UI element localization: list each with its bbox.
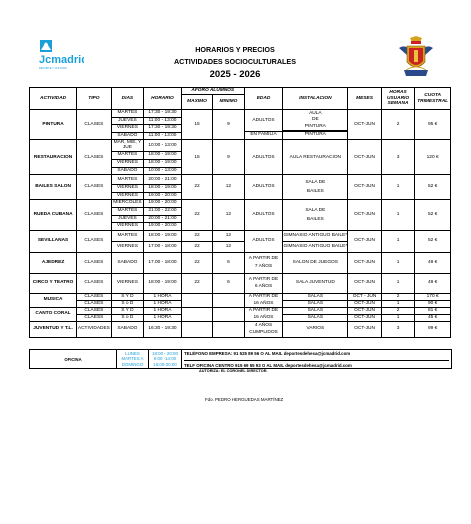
- day-item: VIERNES: [112, 125, 143, 133]
- table-row-bailes-salon: [30, 175, 451, 200]
- table-row-sevillanas: [30, 230, 451, 241]
- age-range: [244, 293, 283, 307]
- header-row: [30, 88, 451, 95]
- facility-item: SALA DE: [305, 180, 326, 186]
- table-row-rueda-cubana: [30, 200, 451, 230]
- facility: GIMNASIO ANTIGUO BAILE*: [283, 230, 348, 241]
- hour-item: 18:00 - 19:00: [144, 160, 181, 168]
- capacity-min: 12: [213, 200, 244, 230]
- activity-type: CLASES: [77, 175, 112, 200]
- facility: SALAS: [283, 307, 348, 314]
- activity-hours: 16:30 - 19:30: [144, 321, 182, 337]
- hour-item: 10:00 - 13:00: [144, 140, 181, 152]
- age-range: ADULTOS: [244, 230, 283, 252]
- col-meses-header: MESES: [348, 88, 382, 110]
- activity-type: CLASES: [77, 230, 112, 252]
- jcmadrid-logo-icon: [36, 38, 84, 74]
- hour-item: 19:00 - 20:00: [144, 200, 181, 208]
- hour-item: 19:00 - 20:00: [148, 192, 177, 198]
- age-item: 4 AÑOS: [254, 323, 273, 329]
- months: OCT - JUN: [348, 293, 382, 300]
- activity-hours: 18:00 - 19:00: [144, 230, 182, 241]
- facility: SALON DE JUEGOS: [283, 252, 348, 273]
- capacity-max: 22: [181, 175, 212, 200]
- quarterly-fee: 95 €: [415, 110, 451, 140]
- activity-type: CLASES: [77, 300, 112, 307]
- months: OCT-JUN: [348, 314, 382, 321]
- age-range: [244, 321, 283, 337]
- age-item: 16 AÑOS: [253, 314, 274, 320]
- activity-days: SABADO: [111, 252, 143, 273]
- capacity-max: [181, 321, 212, 337]
- coat-of-arms-icon: [396, 36, 436, 80]
- age-item: A PARTIR DE: [248, 294, 279, 300]
- months: OCT-JUN: [348, 200, 382, 230]
- activity-name: SEVILLANAS: [30, 230, 77, 252]
- capacity-min: [213, 293, 244, 307]
- activity-hours: 1 HORA: [144, 300, 182, 307]
- col-aforo-header: AFORO ALUMNOS: [181, 88, 244, 95]
- activity-days: SABADO: [111, 321, 143, 337]
- activity-type: CLASES: [77, 273, 112, 293]
- office-hour-item: 16:00-20:00: [153, 361, 177, 367]
- activity-days: MARTES: [111, 230, 143, 241]
- months: OCT-JUN: [348, 230, 382, 252]
- facility-item: DE: [312, 117, 319, 123]
- quarterly-fee: 81 €: [415, 307, 451, 314]
- day-item: MAR, MIE, Y JUE: [113, 140, 142, 151]
- capacity-min: 6: [213, 252, 244, 273]
- age-item: A PARTIR DE: [248, 308, 279, 314]
- table-row-pintura: [30, 110, 451, 140]
- age-range: ADULTOS: [244, 140, 283, 175]
- months: OCT-JUN: [348, 110, 382, 140]
- activity-days: [111, 200, 143, 230]
- table-row-circo-teatro: [30, 273, 451, 293]
- weekly-hours: 2: [381, 293, 415, 300]
- capacity-min: 9: [213, 110, 244, 140]
- facility-item: SALA DE: [305, 208, 326, 214]
- weekly-hours: 1: [381, 200, 415, 230]
- age-item: ADULTOS: [245, 111, 283, 132]
- capacity-max: [181, 293, 212, 307]
- day-item: JUEVES: [112, 216, 143, 224]
- facility: [283, 200, 348, 230]
- months: OCT-JUN: [348, 300, 382, 307]
- capacity-max: [181, 307, 212, 321]
- capacity-min: [213, 321, 244, 337]
- hour-item: 19:00 - 20:00: [148, 223, 177, 229]
- title-line-2: ACTIVIDADES SOCIOCULTURALES: [173, 57, 297, 66]
- facility: SALAS: [283, 293, 348, 300]
- facility-item: BAILES: [306, 188, 324, 194]
- activity-days: S o D: [111, 314, 143, 321]
- office-row: [30, 350, 452, 369]
- weekly-hours: 1: [381, 252, 415, 273]
- day-item: MARTES: [112, 208, 143, 216]
- activity-type: CLASES: [77, 307, 112, 314]
- activity-days: S Y D: [111, 307, 143, 314]
- quarterly-fee: 45 €: [415, 314, 451, 321]
- age-item: CUMPLIDOS: [249, 329, 278, 335]
- capacity-max: 22: [181, 230, 212, 241]
- office-days: [117, 350, 149, 369]
- day-item: MARTES: [112, 152, 143, 160]
- activity-name: RESTAURACION: [30, 140, 77, 175]
- jcmadrid-logo: [36, 38, 84, 74]
- day-item: MARTES: [112, 110, 143, 118]
- months: OCT-JUN: [348, 252, 382, 273]
- facility-item: AULA: [309, 110, 322, 116]
- activity-name: CIRCO Y TEATRO: [30, 273, 77, 293]
- col-cuota-header: CUOTA TRIMESTRAL: [415, 88, 451, 110]
- months: OCT-JUN: [348, 175, 382, 200]
- months: OCT-JUN: [348, 307, 382, 314]
- weekly-hours: 1: [381, 230, 415, 252]
- day-item: VIERNES: [112, 160, 143, 168]
- table-row-canto-coral: [30, 307, 451, 314]
- svg-text:Jcmadrid: Jcmadrid: [39, 54, 84, 66]
- day-item: MIERCOLES: [112, 200, 143, 208]
- activity-name: JUVENTUD Y T.L.: [30, 321, 77, 337]
- activity-hours: [144, 200, 182, 230]
- office-day-item: DOMINGO: [121, 361, 144, 367]
- age-item: EN FAMILIA: [250, 132, 277, 138]
- day-item: SABADO: [117, 167, 138, 173]
- activity-hours: 1 HORA: [144, 314, 182, 321]
- facility-item: PINTURA: [283, 124, 347, 132]
- activity-days: S Y D: [111, 293, 143, 300]
- col-maximo-header: MAXIMO: [181, 95, 212, 110]
- facility: [283, 110, 348, 140]
- table-row-juventud: [30, 321, 451, 337]
- activity-days: [111, 175, 143, 200]
- quarterly-fee: 90 €: [415, 300, 451, 307]
- capacity-max: 15: [181, 140, 212, 175]
- office-info-table: [29, 349, 452, 369]
- activity-type: CLAESS: [77, 314, 112, 321]
- activity-days: VIERNES: [111, 273, 143, 293]
- table-row-ajedrez: [30, 252, 451, 273]
- office-label: OFICINA: [30, 350, 117, 369]
- quarterly-fee: 120 €: [415, 140, 451, 175]
- quarterly-fee: 52 €: [415, 200, 451, 230]
- office-contact: [182, 350, 452, 369]
- authorized-by: AUTORIZA: EL CORONEL DIRECTOR.: [199, 369, 268, 373]
- hour-item: 17:30 - 19:30: [144, 110, 181, 118]
- title-year: 2025 - 2026: [209, 69, 261, 80]
- capacity-min: 12: [213, 230, 244, 241]
- crest-logo: [396, 36, 436, 80]
- activity-hours: 17:00 - 18:00: [144, 241, 182, 252]
- col-tipo-header: TIPO: [77, 88, 112, 110]
- office-hour-item: 9:00 -14:00: [153, 356, 177, 362]
- facility: VARIOS: [283, 321, 348, 337]
- activity-hours: [144, 175, 182, 200]
- quarterly-fee: 170 €: [415, 293, 451, 300]
- capacity-min: 12: [213, 175, 244, 200]
- hour-item: 17:30 - 19:30: [144, 125, 181, 133]
- age-item: 6 AÑOS: [254, 284, 273, 290]
- hour-item: 20:00 - 21:00: [144, 216, 181, 224]
- facility: [283, 175, 348, 200]
- activity-type: CLASES: [77, 200, 112, 230]
- quarterly-fee: 49 €: [415, 273, 451, 293]
- col-horario-header: HORARIO: [144, 88, 182, 110]
- weekly-hours: 1: [381, 175, 415, 200]
- activity-type: CLASES: [77, 293, 112, 300]
- hour-item: 11:00 - 13:00: [144, 118, 181, 126]
- age-range: [244, 307, 283, 321]
- activity-hours: 18:00 - 19:00: [144, 273, 182, 293]
- age-range: ADULTOS: [244, 200, 283, 230]
- schedule-table: [29, 87, 451, 338]
- activity-hours: [144, 140, 182, 175]
- age-range: [244, 110, 283, 140]
- quarterly-fee: 52 €: [415, 230, 451, 252]
- hour-item: 20:00 - 21:00: [144, 175, 181, 185]
- activity-days: [111, 110, 143, 140]
- age-item: A PARTIR DE: [248, 256, 279, 262]
- age-item: A PARTIR DE: [248, 276, 279, 282]
- activity-name: AJEDREZ: [30, 252, 77, 273]
- day-item: VIERNES: [116, 223, 138, 229]
- activity-hours: 17.00 - 18:00: [144, 252, 182, 273]
- company-phone-line: TELÉFONO EMPRESA: 91 525 89 56 O AL MAIL deportesdehesa@jcmadrid.com: [184, 350, 449, 361]
- activity-hours: 1 HORA: [144, 307, 182, 314]
- weekly-hours: 1: [381, 314, 415, 321]
- age-range: ADULTOS: [244, 175, 283, 200]
- capacity-max: 22: [181, 273, 212, 293]
- day-item: JUEVES: [112, 118, 143, 126]
- col-actividad-header: ACTIVIDAD: [30, 88, 77, 110]
- activity-name: MUSICA: [30, 293, 77, 307]
- activity-name: PINTURA: [30, 110, 77, 140]
- col-edad-header: EDAD: [244, 88, 283, 110]
- day-item: VIERNES: [116, 192, 138, 198]
- hour-item: 18:00 - 19:00: [144, 185, 181, 193]
- col-horas-header: HORAS USUARIO SEMANA: [381, 88, 415, 110]
- facility-item: BAILES: [306, 216, 324, 222]
- activity-days: VIERNES: [111, 241, 143, 252]
- weekly-hours: 2: [381, 110, 415, 140]
- facility: GIMNASIO ANTIGUO BAILE*: [283, 241, 348, 252]
- weekly-hours: 1: [381, 273, 415, 293]
- activity-name: BAILES SALON: [30, 175, 77, 200]
- hour-item: 18:00 - 19:00: [144, 152, 181, 160]
- office-day-item: MARTES A: [121, 356, 144, 362]
- activity-days: [111, 140, 143, 175]
- hour-item: 21:00 - 22:00: [144, 208, 181, 216]
- quarterly-fee: 52 €: [415, 175, 451, 200]
- hour-item: 11:00 - 13:00: [148, 132, 177, 138]
- hour-item: 10:00 - 13:00: [148, 167, 177, 173]
- weekly-hours: 1: [381, 300, 415, 307]
- quarterly-fee: 49 €: [415, 252, 451, 273]
- activity-hours: 1 HORA: [144, 293, 182, 300]
- activity-type: CLASES: [77, 252, 112, 273]
- facility: AULA RESTAURACION: [283, 140, 348, 175]
- months: OCT-JUN: [348, 321, 382, 337]
- svg-text:DEPORTE Y CULTURA: DEPORTE Y CULTURA: [39, 67, 67, 70]
- day-item: MARTES: [112, 175, 143, 185]
- activity-type: CLASES: [77, 110, 112, 140]
- activity-name: RUEDA CUBANA: [30, 200, 77, 230]
- capacity-min: 9: [213, 140, 244, 175]
- capacity-min: 6: [213, 273, 244, 293]
- activity-name: CANTO CORAL: [30, 307, 77, 321]
- activity-type: CLASES: [77, 140, 112, 175]
- office-hours: [149, 350, 182, 369]
- age-range: [244, 273, 283, 293]
- capacity-max: 22: [181, 200, 212, 230]
- weekly-hours: 3: [381, 321, 415, 337]
- capacity-min: 12: [213, 241, 244, 252]
- facility-item: PINTURA: [283, 131, 347, 139]
- day-item: VIERNES: [112, 185, 143, 193]
- capacity-max: 22: [181, 252, 212, 273]
- months: OCT-JUN: [348, 140, 382, 175]
- office-hour-item: 18:00 - 20:00: [152, 351, 178, 357]
- col-minimo-header: MINIMO: [213, 95, 244, 110]
- activity-type: ACTIVIDADES: [77, 321, 112, 337]
- office-phone-line: TELF OFICINA CENTRO 915 69 55 93 O AL MAIL deportesdehesa@jcmadrid.com: [184, 363, 352, 368]
- activity-days: S o D: [111, 300, 143, 307]
- age-item: 16 AÑOS: [253, 300, 274, 306]
- weekly-hours: 2: [381, 307, 415, 314]
- months: OCT-JUN: [348, 273, 382, 293]
- capacity-min: [213, 307, 244, 321]
- capacity-max: 15: [181, 110, 212, 140]
- table-row-musica: [30, 293, 451, 300]
- facility: SALA JUVENTUD: [283, 273, 348, 293]
- age-range: [244, 252, 283, 273]
- capacity-max: 22: [181, 241, 212, 252]
- age-item: 7 AÑOS: [254, 263, 273, 269]
- signature-line: Fdo. PEDRO HERGUEDAS MARTÍNEZ: [205, 397, 284, 402]
- day-item: SABADO: [117, 132, 138, 138]
- table-row-restauracion: [30, 140, 451, 175]
- col-dias-header: DIAS: [111, 88, 143, 110]
- office-day-item: LUNES: [125, 351, 140, 357]
- quarterly-fee: 99 €: [415, 321, 451, 337]
- col-instalacion-header: INSTALACION: [283, 88, 348, 110]
- title-line-1: HORARIOS Y PRECIOS: [195, 45, 275, 54]
- weekly-hours: 3: [381, 140, 415, 175]
- activity-hours: [144, 110, 182, 140]
- facility: SALAS: [283, 314, 348, 321]
- facility: SALAS: [283, 300, 348, 307]
